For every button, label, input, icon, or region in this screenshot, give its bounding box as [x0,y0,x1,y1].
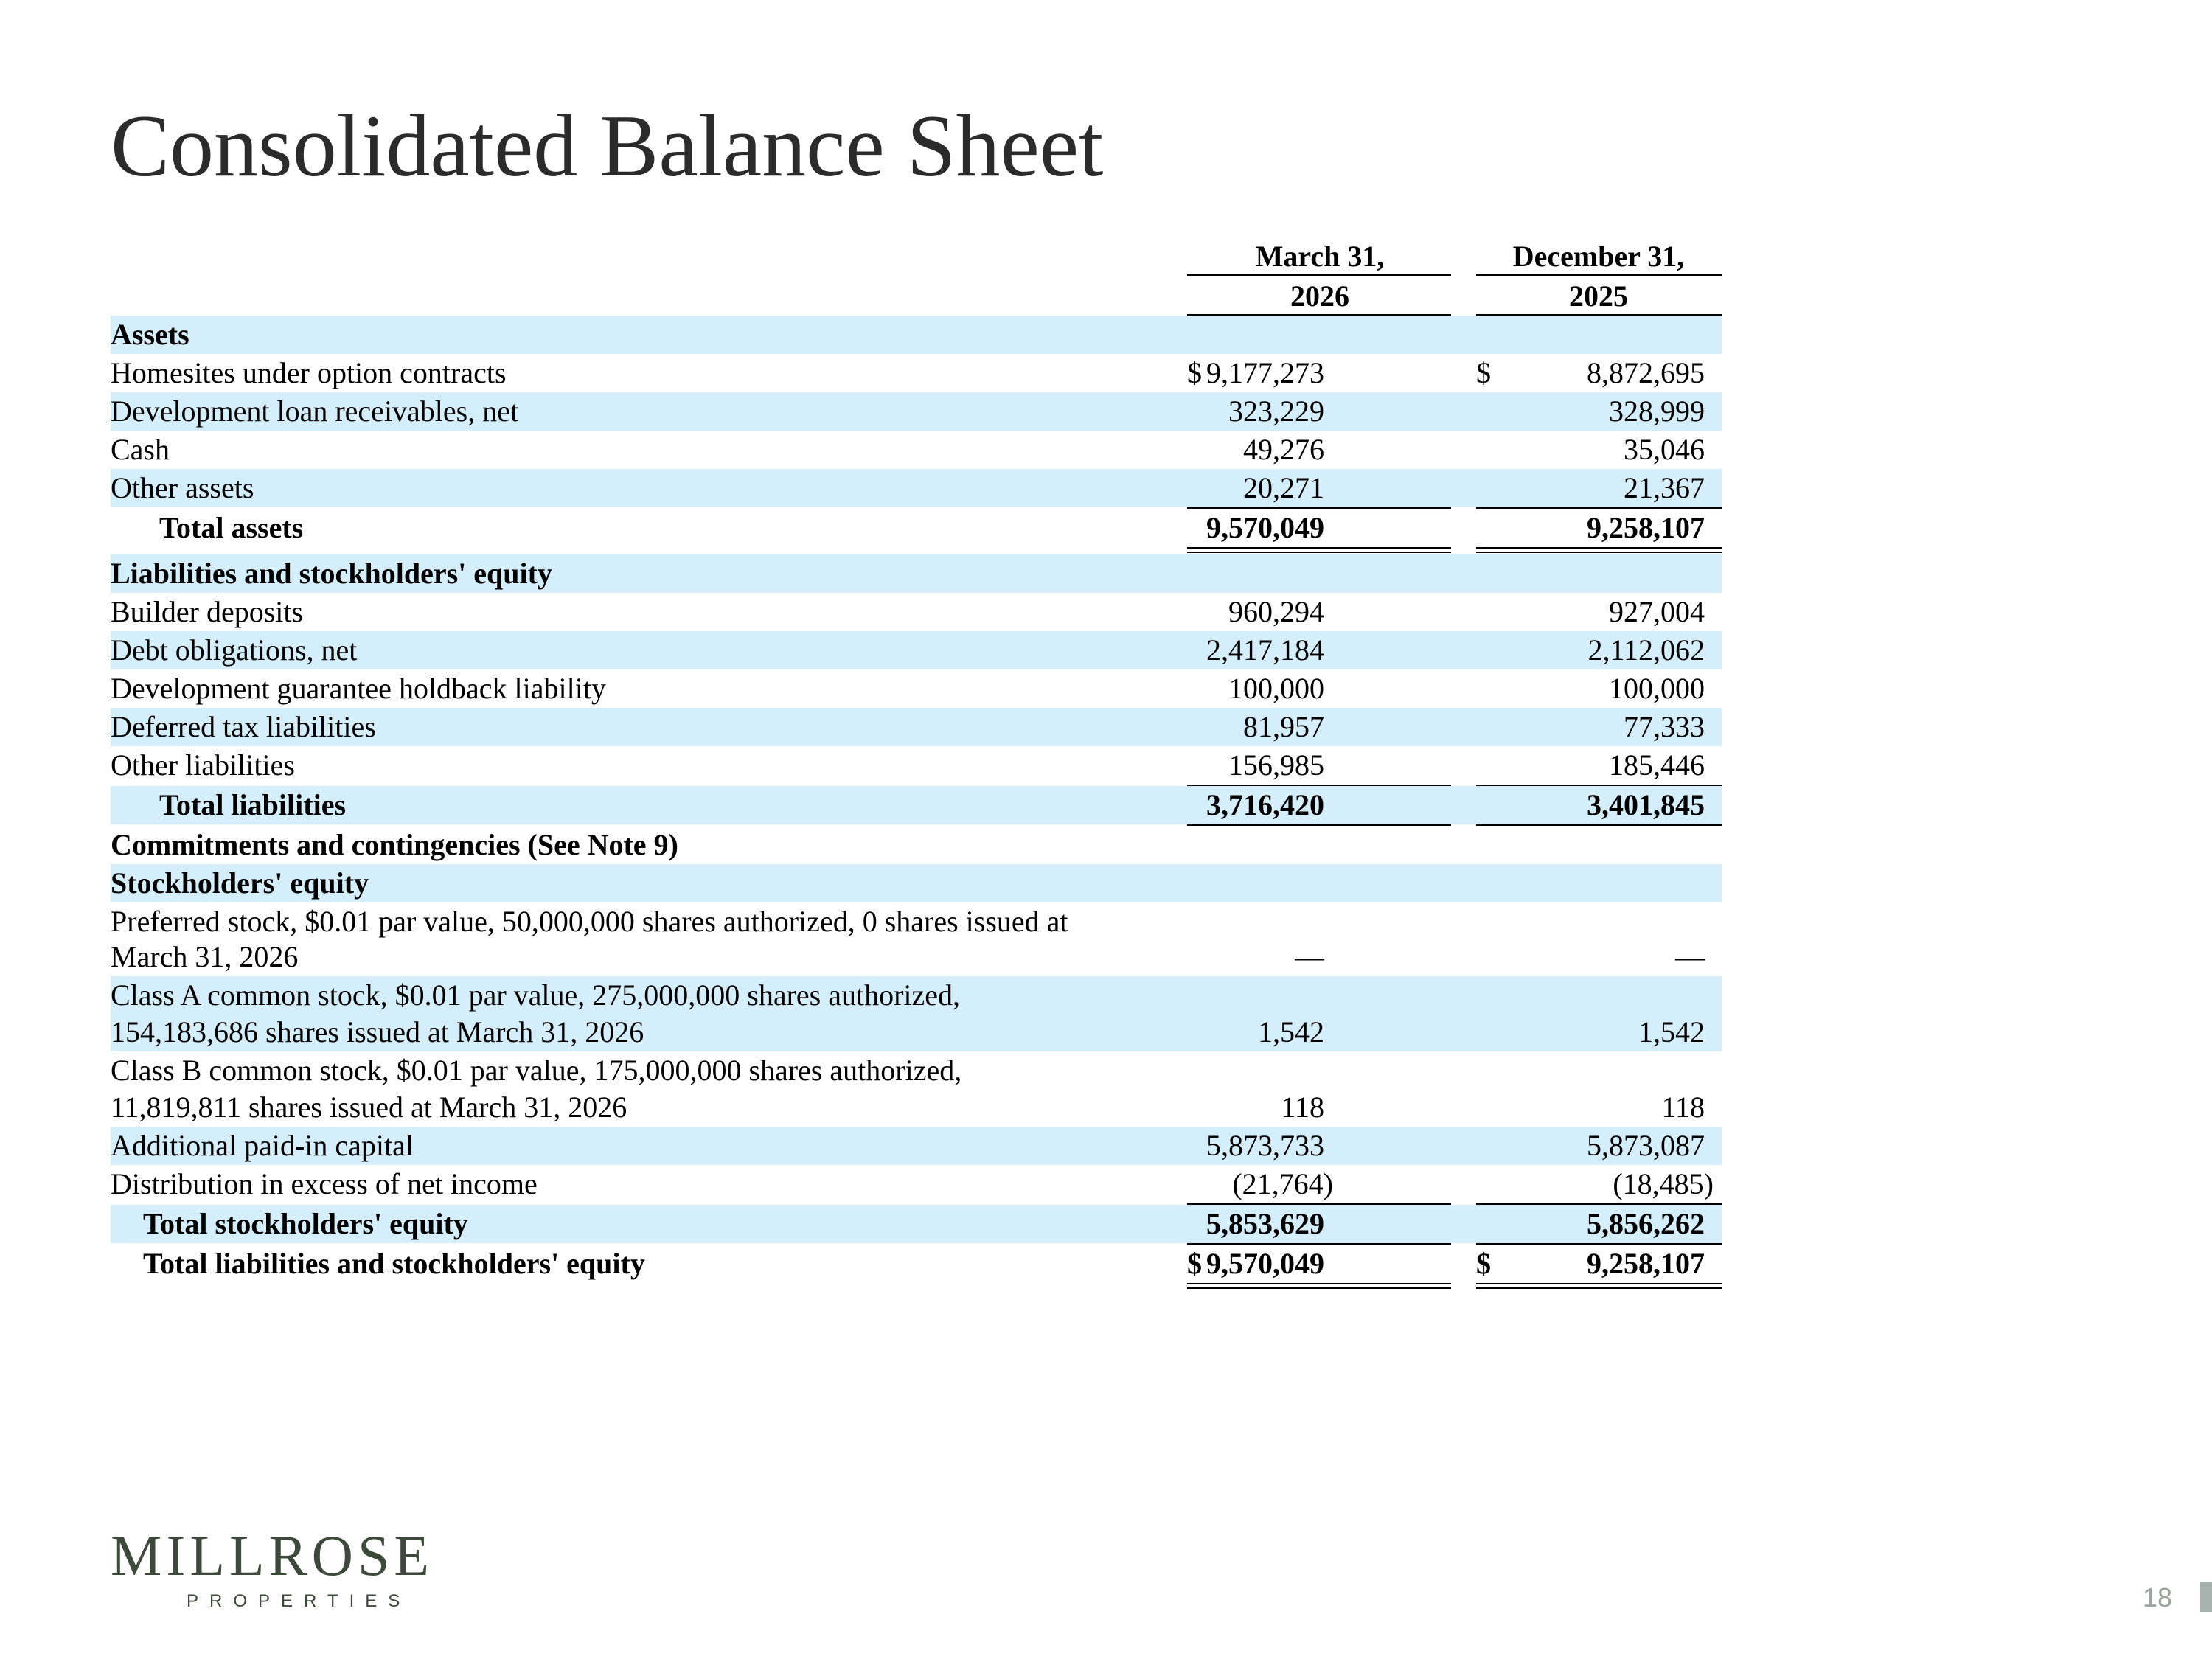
page-marker-bar [2200,1582,2212,1612]
col1-header-rule [1187,274,1451,276]
table-row-other-liabilities: Other liabilities 156,985 185,446 [111,748,1705,782]
table-row-distribution: Distribution in excess of net income (21,764) (18,485) [111,1167,1714,1200]
table-row-homesites: Homesites under option contracts $ 9,177,273 $ 8,872,695 [111,356,1705,389]
table-row-cash: Cash 49,276 35,046 [111,433,1705,466]
section-header-equity: Stockholders' equity [111,864,1722,902]
total-double-rule [1187,1283,1451,1289]
table-row-total-equity: Total stockholders' equity 5,853,629 5,856,262 [111,1205,1722,1243]
table-row-builder-deposits: Builder deposits 960,294 927,004 [111,595,1705,628]
col2-header-top: December 31, [1512,240,1685,273]
page-number: 18 [2143,1582,2173,1613]
total-double-rule [1476,547,1722,553]
section-header-assets: Assets [111,316,1722,354]
total-double-rule [1476,1283,1722,1289]
table-row-total-liabilities: Total liabilities 3,716,420 3,401,845 [111,786,1722,824]
table-row-holdback: Development guarantee holdback liability 100,000 100,000 [111,672,1705,705]
col2-header-rule [1476,274,1722,276]
table-row-total-liabilities-equity: Total liabilities and stockholders' equity $ 9,570,049 $ 9,258,107 [143,1247,1705,1280]
company-logo-subtitle: PROPERTIES [187,1591,411,1611]
table-row-debt: Debt obligations, net 2,417,184 2,112,062 [111,631,1722,669]
table-row-other-assets: Other assets 20,271 21,367 [111,469,1722,507]
col2-header-year: 2025 [1569,279,1628,313]
section-header-commitments: Commitments and contingencies (See Note 9) [111,828,678,861]
table-row-apic: Additional paid-in capital 5,873,733 5,873,087 [111,1127,1722,1165]
section-header-liabilities: Liabilities and stockholders' equity [111,554,1722,593]
page-title: Consolidated Balance Sheet [111,97,1104,195]
table-row-dev-loans: Development loan receivables, net 323,229 328,999 [111,392,1722,431]
table-row-total-assets: Total assets 9,570,049 9,258,107 [159,511,1705,544]
table-row-class-b-stock: Class B common stock, $0.01 par value, 175,000,000 shares authorized, 11,819,811 shares issued at March 31, 2026 118 118 [111,1054,1705,1124]
table-row-class-a-stock: Class A common stock, $0.01 par value, 275,000,000 shares authorized, 154,183,686 shares issued at March 31, 2026 1,542 1,542 [111,976,1722,1051]
table-row-deferred-tax: Deferred tax liabilities 81,957 77,333 [111,708,1722,746]
company-logo: MILLROSE [111,1523,434,1587]
col1-header-year: 2026 [1290,279,1349,313]
col1-header-top: March 31, [1255,240,1385,273]
table-row-preferred-stock: Preferred stock, $0.01 par value, 50,000,000 shares authorized, 0 shares issued at March 31, 2026 — — [111,905,1705,973]
total-double-rule [1187,547,1451,553]
